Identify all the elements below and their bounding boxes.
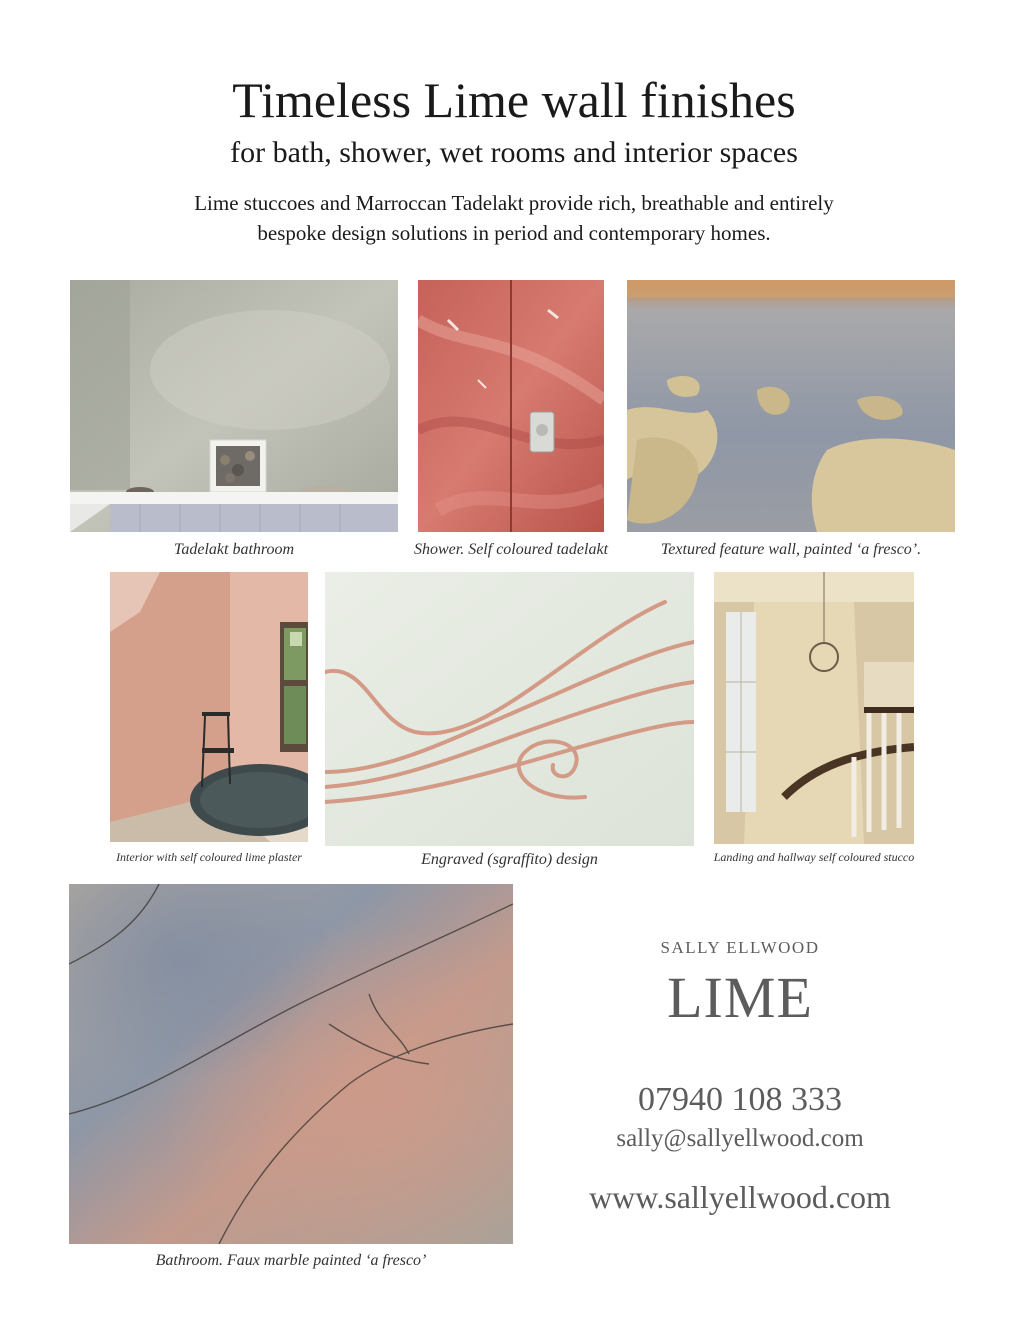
caption-textured-wall: Textured feature wall, painted ‘a fresco’. <box>660 541 922 558</box>
photo-interior <box>110 572 308 842</box>
page-title: Timeless Lime wall finishes <box>232 72 796 128</box>
website-link[interactable]: www.sallyellwood.com <box>589 1179 891 1215</box>
caption-shower: Shower. Self coloured tadelakt <box>413 541 609 558</box>
caption-engraved-design: Engraved (sgraffito) design <box>421 851 598 868</box>
brand-name: SALLY ELLWOOD <box>660 938 820 957</box>
caption-interior: Interior with self coloured lime plaster <box>116 850 302 864</box>
page-subtitle: for bath, shower, wet rooms and interior spaces <box>230 136 798 169</box>
caption-faux-marble-bathroom: Bathroom. Faux marble painted ‘a fresco’ <box>155 1252 427 1269</box>
photo-textured-wall <box>627 280 955 532</box>
photo-landing-hallway <box>714 572 914 844</box>
brand-logo-word: LIME <box>667 965 813 1030</box>
photo-faux-marble-bathroom <box>69 884 513 1244</box>
intro-line-2: bespoke design solutions in period and contemporary homes. <box>257 221 771 245</box>
caption-landing-hallway: Landing and hallway self coloured stucco <box>713 850 915 864</box>
phone-number: 07940 108 333 <box>638 1081 842 1118</box>
photo-tadelakt-bathroom <box>70 280 398 532</box>
caption-tadelakt-bathroom: Tadelakt bathroom <box>173 541 295 558</box>
email-address[interactable]: sally@sallyellwood.com <box>616 1125 864 1152</box>
intro-text <box>130 188 898 248</box>
photo-engraved-design <box>325 572 694 846</box>
photo-shower <box>418 280 604 532</box>
intro-line-1: Lime stuccoes and Marroccan Tadelakt provide rich, breathable and entirely <box>194 191 834 215</box>
